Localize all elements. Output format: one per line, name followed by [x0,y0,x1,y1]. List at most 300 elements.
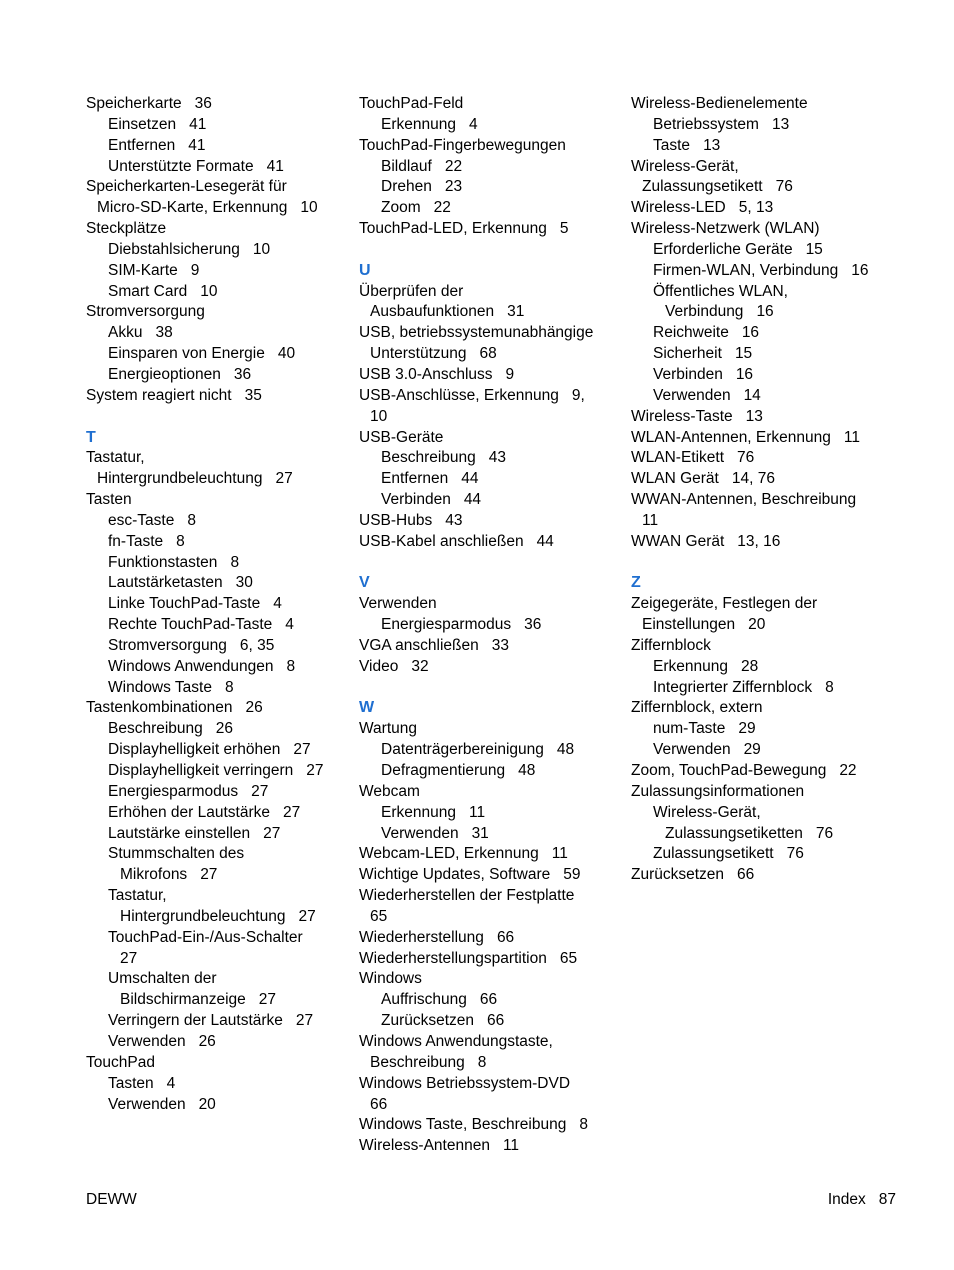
index-subentry [86,1011,351,1032]
index-subentry [631,844,896,865]
index-term: Wiederherstellen der Festplatte [359,887,575,905]
index-page-ref: 8 [176,532,185,550]
index-subentry [86,886,351,907]
index-page-ref: 27 [293,741,311,759]
index-entry [359,844,624,865]
index-subentry [631,803,896,824]
index-term: Verwenden [381,824,459,842]
index-page-ref: 32 [411,657,429,675]
index-page-ref: 23 [444,178,463,196]
index-term: SIM-Karte [108,261,178,279]
index-subentry [359,740,624,761]
index-term: Smart Card [108,282,188,300]
index-page-ref: 48 [556,741,575,759]
index-page-ref: 8 [224,678,234,696]
index-term: Wireless-LED [631,199,726,217]
index-entry [359,511,624,532]
index-entry [359,1074,624,1095]
index-entry [631,594,896,615]
index-term: Zoom, TouchPad-Bewegung [631,762,827,779]
index-page-ref: 14 [743,386,761,404]
index-page-ref: 14, 76 [731,470,775,488]
index-term: USB, betriebssystemunabhängige [359,324,594,342]
index-term: Mikrofons [120,866,188,884]
index-page-ref: 41 [189,115,207,133]
index-term: Ziffernblock [631,636,711,654]
index-entry [359,219,624,240]
index-subentry [86,949,351,970]
index-page-ref: 43 [445,511,463,529]
index-term: Integrierter Ziffernblock [653,678,813,696]
index-term: Tasten [108,1074,154,1092]
index-subentry [631,824,896,845]
index-subentry [631,657,896,678]
index-entry [86,698,351,719]
index-subentry [86,282,351,303]
index-entry [359,365,624,386]
section-spacer [359,240,624,261]
index-term: Firmen-WLAN, Verbindung [653,261,839,279]
index-subentry [631,740,896,761]
index-term: WWAN Gerät [631,532,725,550]
index-subentry [86,928,351,949]
index-term: Tastatur, [108,887,167,905]
index-subentry [359,761,624,782]
index-term: Einstellungen [642,616,736,634]
index-page-ref: 16 [851,261,869,279]
index-entry [359,428,624,449]
index-entry [86,386,351,407]
index-page-ref: 27 [200,866,218,884]
index-page-ref: 76 [737,449,755,467]
index-page-ref: 8 [825,678,834,696]
index-page-ref: 44 [463,491,482,509]
index-page-ref: 66 [487,1012,505,1030]
index-entry [359,1136,624,1157]
index-entry [359,1053,624,1074]
index-page-ref: 66 [737,866,755,884]
index-subentry [631,240,896,261]
index-entry [359,594,624,615]
index-subentry [631,115,896,136]
index-entry [359,636,624,657]
index-page-ref: 13 [771,115,790,133]
index-subentry [86,240,351,261]
index-page-ref: 59 [563,866,581,884]
index-page-ref: 13, 16 [737,532,781,550]
index-entry [86,1053,351,1074]
index-page-ref: 11 [642,511,659,529]
index-term: Zulassungsetiketten [665,824,803,842]
index-term: Unterstützte Formate [108,157,254,175]
index-term: WWAN-Antennen, Beschreibung [631,491,857,509]
index-subentry [631,323,896,344]
index-entry [631,219,896,240]
index-page-ref: 33 [491,636,510,654]
index-page-ref: 27 [258,991,277,1009]
index-page-ref: 4 [468,115,478,133]
index-subentry [86,532,351,553]
index-subentry [631,678,896,699]
index-term: Zurücksetzen [631,866,725,884]
index-subentry [86,365,351,386]
index-subentry [359,198,624,219]
index-subentry [86,136,351,157]
index-term: Rechte TouchPad-Taste [108,616,273,634]
index-term: Windows Taste, Beschreibung [359,1116,567,1134]
index-term: Stromversorgung [108,636,227,654]
index-page-ref: 15 [734,345,753,363]
index-term: Wartung [359,720,418,738]
section-spacer [86,407,351,428]
section-letter-heading: W [359,699,375,717]
index-term: Drehen [381,178,432,196]
index-entry [359,865,624,886]
index-entry [359,323,624,344]
index-page-ref: 9 [190,261,200,279]
index-subentry [86,678,351,699]
index-term: Lautstärke einstellen [108,824,251,842]
index-page-ref: 11 [843,428,860,446]
index-term: fn-Taste [108,532,164,550]
index-term: Bildschirmanzeige [120,991,246,1009]
index-term: Windows Anwendungen [108,657,274,675]
index-entry [631,407,896,428]
index-page-ref: 26 [215,720,234,738]
index-term: Reichweite [653,324,729,342]
index-page-ref: 36 [524,616,542,634]
index-page-ref: 29 [738,720,756,738]
index-page-ref: 10 [200,282,218,300]
index-subentry [359,115,624,136]
index-page-ref: 10 [370,407,388,425]
index-term: Datenträgerbereinigung [381,741,544,759]
section-letter-heading: U [359,261,371,279]
index-subentry [359,177,624,198]
index-subentry [86,594,351,615]
index-term: Diebstahlsicherung [108,240,240,258]
index-page-ref: 66 [370,1095,388,1113]
index-term: USB 3.0-Anschluss [359,365,493,383]
index-term: Verbinden [653,365,723,383]
section-spacer [359,678,624,699]
index-page-ref: 28 [740,657,759,675]
index-term: Verringern der Lautstärke [108,1012,283,1030]
index-page-ref: 38 [155,324,173,342]
index-page-ref: 22 [839,762,857,779]
index-subentry [359,157,624,178]
index-entry [631,428,896,449]
index-term: Unterstützung [370,345,467,363]
index-term: Auffrischung [381,991,467,1009]
index-entry [631,448,896,469]
index-term: Verwenden [108,1095,186,1113]
index-term: Energiesparmodus [108,782,239,800]
section-spacer [359,553,624,574]
index-page-ref: 10 [252,240,271,258]
index-term: Energieoptionen [108,365,221,383]
index-page-ref: 20 [198,1095,216,1113]
index-entry [359,302,624,323]
index-term: Zulassungsinformationen [631,782,805,800]
index-term: Sicherheit [653,345,722,363]
index-term: Steckplätze [86,220,167,238]
index-entry [359,532,624,553]
index-term: Stromversorgung [86,303,205,321]
index-page-ref: 4 [273,595,282,613]
index-subentry [86,553,351,574]
index-term: Windows Taste [108,678,212,696]
index-subentry [86,740,351,761]
index-entry [631,198,896,219]
index-term: Verbinden [381,491,451,509]
index-subentry [86,803,351,824]
index-term: Umschalten der [108,970,217,988]
index-entry [631,532,896,553]
index-term: Stummschalten des [108,845,245,863]
footer-section-label: Index [827,1191,866,1208]
index-entry [359,1032,624,1053]
index-subentry [631,261,896,282]
index-term: num-Taste [653,720,726,738]
index-term: Beschreibung [370,1053,465,1071]
index-term: Beschreibung [381,449,476,467]
index-entry [631,511,896,532]
index-page-ref: 16 [756,303,774,321]
index-term: System reagiert nicht [86,386,232,404]
index-term: Wiederherstellung [359,928,484,946]
index-page-ref: 9, [571,386,585,404]
index-entry [631,94,896,115]
index-subentry [359,615,624,636]
index-term: USB-Hubs [359,511,433,529]
index-subentry [86,657,351,678]
index-subentry [359,803,624,824]
index-page-ref: 27 [298,907,316,925]
index-page-ref: 8 [230,553,240,571]
index-subentry [631,136,896,157]
index-page-ref: 65 [370,907,388,925]
index-term: Verwenden [359,595,437,613]
index-page-ref: 36 [194,95,212,112]
index-term: Webcam [359,782,420,800]
index-page-ref: 43 [488,449,507,467]
index-term: Entfernen [108,136,176,154]
index-term: TouchPad-LED, Erkennung [359,220,547,238]
index-term: Ziffernblock, extern [631,699,763,717]
index-page-ref: 31 [471,824,489,842]
section-letter-heading: Z [631,574,641,592]
index-term: Bildlauf [381,157,432,175]
index-page-ref: 15 [805,240,823,258]
index-subentry [631,302,896,323]
index-term: WLAN Gerät [631,470,719,488]
index-page-ref: 76 [775,178,793,196]
index-entry [359,949,624,970]
index-subentry [359,1011,624,1032]
index-term: Überprüfen der [359,282,464,300]
index-page-ref: 41 [188,136,206,154]
index-page-ref: 27 [120,949,138,967]
index-entry [359,782,624,803]
index-term: TouchPad-Fingerbewegungen [359,136,566,154]
index-term: TouchPad-Feld [359,95,464,112]
index-subentry [86,761,351,782]
index-page-ref: 27 [306,762,324,779]
index-term: Ausbaufunktionen [370,303,495,321]
index-subentry [86,865,351,886]
index-page-ref: 16 [741,324,760,342]
index-entry [631,177,896,198]
index-term: VGA anschließen [359,636,479,654]
index-column-2 [359,94,624,1157]
index-entry [359,719,624,740]
index-term: Verbindung [665,303,744,321]
index-entry [359,928,624,949]
index-subentry [631,719,896,740]
index-term: Windows [359,970,422,988]
index-term: Windows Anwendungstaste, [359,1032,553,1050]
index-term: Displayhelligkeit erhöhen [108,741,281,759]
index-term: Speicherkarten-Lesegerät für [86,178,287,196]
index-term: Wireless-Taste [631,407,733,425]
index-subentry [86,511,351,532]
index-subentry [86,824,351,845]
index-term: Zulassungsetikett [642,178,763,196]
index-term: Zurücksetzen [381,1012,475,1030]
index-page-ref: 65 [559,949,578,967]
index-page-ref: 13 [745,407,763,425]
index-page-ref: 68 [479,345,497,363]
index-page-ref: 11 [468,803,486,821]
index-term: Wiederherstellungspartition [359,949,547,967]
index-subentry [86,1032,351,1053]
index-term: Defragmentierung [381,762,506,779]
index-term: TouchPad [86,1053,155,1071]
index-page-ref: 11 [551,845,568,863]
index-page-ref: 31 [507,303,525,321]
index-entry [86,198,351,219]
index-term: Wichtige Updates, Software [359,866,551,884]
index-page-ref: 8 [187,511,196,529]
footer-doc-code: DEWW [86,1191,137,1208]
index-term: Betriebssystem [653,115,759,133]
index-subentry [359,448,624,469]
index-subentry [631,344,896,365]
index-page-ref: 27 [283,803,301,821]
index-term: Zulassungsetikett [653,845,774,863]
index-entry [86,94,351,115]
index-column-1 [86,94,351,1115]
index-page-ref: 66 [496,928,515,946]
index-term: Hintergrundbeleuchtung [97,470,263,488]
index-page-ref: 5 [559,220,569,238]
index-term: Lautstärketasten [108,574,223,592]
index-entry [631,761,896,782]
index-page-ref: 29 [743,741,761,759]
index-term: Tasten [86,491,132,509]
index-term: Zeigegeräte, Festlegen der [631,595,818,613]
index-term: Beschreibung [108,720,203,738]
index-subentry [86,969,351,990]
index-subentry [359,990,624,1011]
index-entry [359,657,624,678]
index-page-ref: 16 [735,365,754,383]
index-entry [359,1095,624,1116]
index-entry [631,782,896,803]
index-entry [359,907,624,928]
index-term: Micro-SD-Karte, Erkennung [97,199,288,217]
index-page-ref: 44 [461,470,479,488]
index-entry [359,282,624,303]
index-page-ref: 8 [579,1116,588,1134]
section-letter-heading: T [86,428,96,446]
index-term: Akku [108,324,143,342]
index-term: Erkennung [381,803,456,821]
index-page-ref: 4 [285,616,294,634]
index-page-ref: 10 [300,199,318,217]
index-term: Speicherkarte [86,95,182,112]
index-term: Funktionstasten [108,553,218,571]
index-subentry [359,469,624,490]
index-entry [86,302,351,323]
index-term: Entfernen [381,470,449,488]
index-page-ref: 44 [536,532,554,550]
index-term: Displayhelligkeit verringern [108,762,294,779]
index-term: Wireless-Netzwerk (WLAN) [631,220,820,238]
index-subentry [86,573,351,594]
index-term: Video [359,657,399,675]
index-entry [86,448,351,469]
index-page-ref: 8 [477,1053,487,1071]
index-term: WLAN-Antennen, Erkennung [631,428,831,446]
index-term: Tastenkombinationen [86,699,233,717]
index-entry [359,386,624,407]
index-entry [86,177,351,198]
index-subentry [86,990,351,1011]
index-page-ref: 26 [198,1032,216,1050]
index-entry [359,136,624,157]
index-term: Einsetzen [108,115,177,133]
index-term: Öffentliches WLAN, [653,282,788,300]
footer-page-info [828,1190,896,1210]
index-page-ref: 27 [295,1012,314,1030]
index-page-ref: 26 [245,699,263,717]
index-entry [631,615,896,636]
index-term: Zoom [381,199,421,217]
index-entry [359,94,624,115]
index-entry [359,886,624,907]
index-subentry [86,844,351,865]
index-term: Erkennung [653,657,728,675]
index-subentry [359,490,624,511]
index-page-ref: 76 [815,824,834,842]
index-term: Wireless-Gerät, [653,803,761,821]
index-column-3 [631,94,896,886]
index-subentry [86,615,351,636]
index-term: Verwenden [653,741,731,759]
index-page-ref: 41 [266,157,284,175]
index-page-ref: 4 [166,1074,176,1092]
index-entry [359,407,624,428]
section-letter-heading: V [359,574,370,592]
index-page-ref: 76 [786,845,804,863]
index-entry [631,157,896,178]
index-page-ref: 36 [233,365,252,383]
index-term: Verwenden [653,386,731,404]
index-page-ref: 48 [518,762,536,779]
index-term: Tastatur, [86,449,145,467]
